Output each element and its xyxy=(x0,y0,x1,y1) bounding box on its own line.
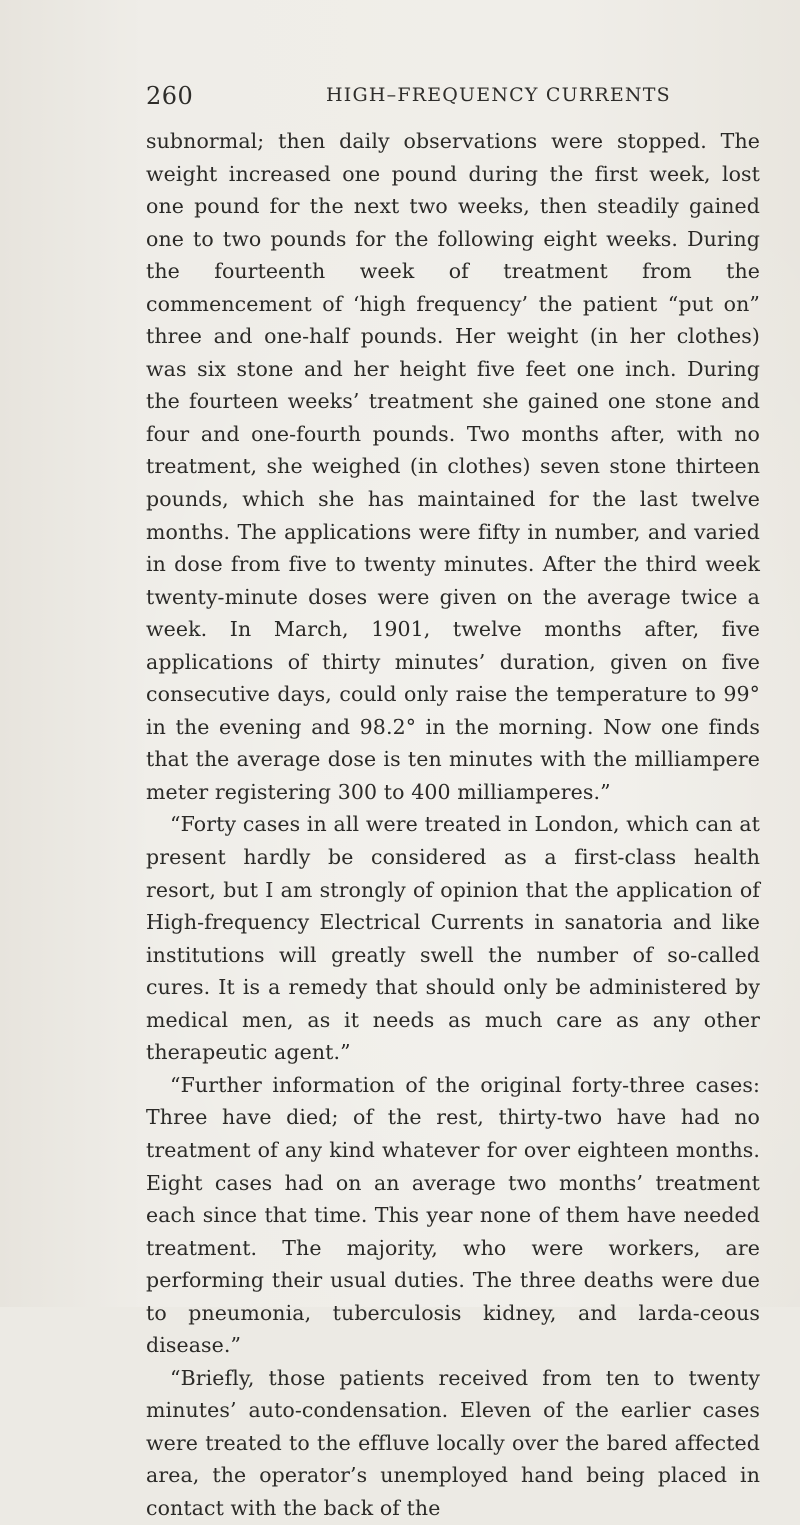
paragraph: “Briefly, those patients received from ten to twenty minutes’ auto-condensation. Eleven of the earlier cases were treated to the effluve locally over the bared affected area, the operator’s unemployed hand being placed in contact with the back of the xyxy=(146,1365,760,1520)
paragraph: subnormal; then daily observations were stopped. The weight increased one pound during the first week, lost one pound for the next two weeks, then steadily gained one to two pounds for the following eight weeks. During the fourteenth week of treatment from the commencement of ‘high frequency’ the patient “put on” three and one-half pounds. Her weight (in her clothes) was six stone and her height five feet one inch. During the fourteen weeks’ treatment she gained one stone and four and one-fourth pounds. Two months after, with no treatment, she weighed (in clothes) seven stone thirteen pounds, which she has maintained for the last twelve months. The applications were fifty in number, and varied in dose from five to twenty minutes. After the third week twenty-minute doses were given on the average twice a week. In March, 1901, twelve months after, five applications of thirty minutes’ duration, given on five consecutive days, could only raise the temperature to 99° in the evening and 98.2° in the morning. Now one finds that the average dose is ten minutes with the milliampere meter registering 300 to 400 milliamperes.” xyxy=(146,129,760,804)
running-head xyxy=(146,82,746,112)
running-title: HIGH–FREQUENCY CURRENTS xyxy=(326,84,671,106)
paragraph: “Further information of the original forty-three cases: Three have died; of the rest, thirty-two have had no treatment of any kind whatever for over eighteen months. Eight cases had on an average two months’ treatment each since that time. This year none of them have needed treatment. The majority, who were workers, are performing their usual duties. The three deaths were due to pneumonia, tuberculosis kidney, and larda-ceous disease.” xyxy=(146,1072,760,1358)
page-number: 260 xyxy=(146,82,194,110)
paragraph: “Forty cases in all were treated in London, which can at present hardly be considered as a first-class health resort, but I am strongly of opinion that the application of High-frequency Electrical Currents in sanatoria and like institutions will greatly swell the number of so-called cures. It is a remedy that should only be administered by medical men, as it needs as much care as any other therapeutic agent.” xyxy=(146,812,760,1065)
body-text xyxy=(146,125,760,1525)
